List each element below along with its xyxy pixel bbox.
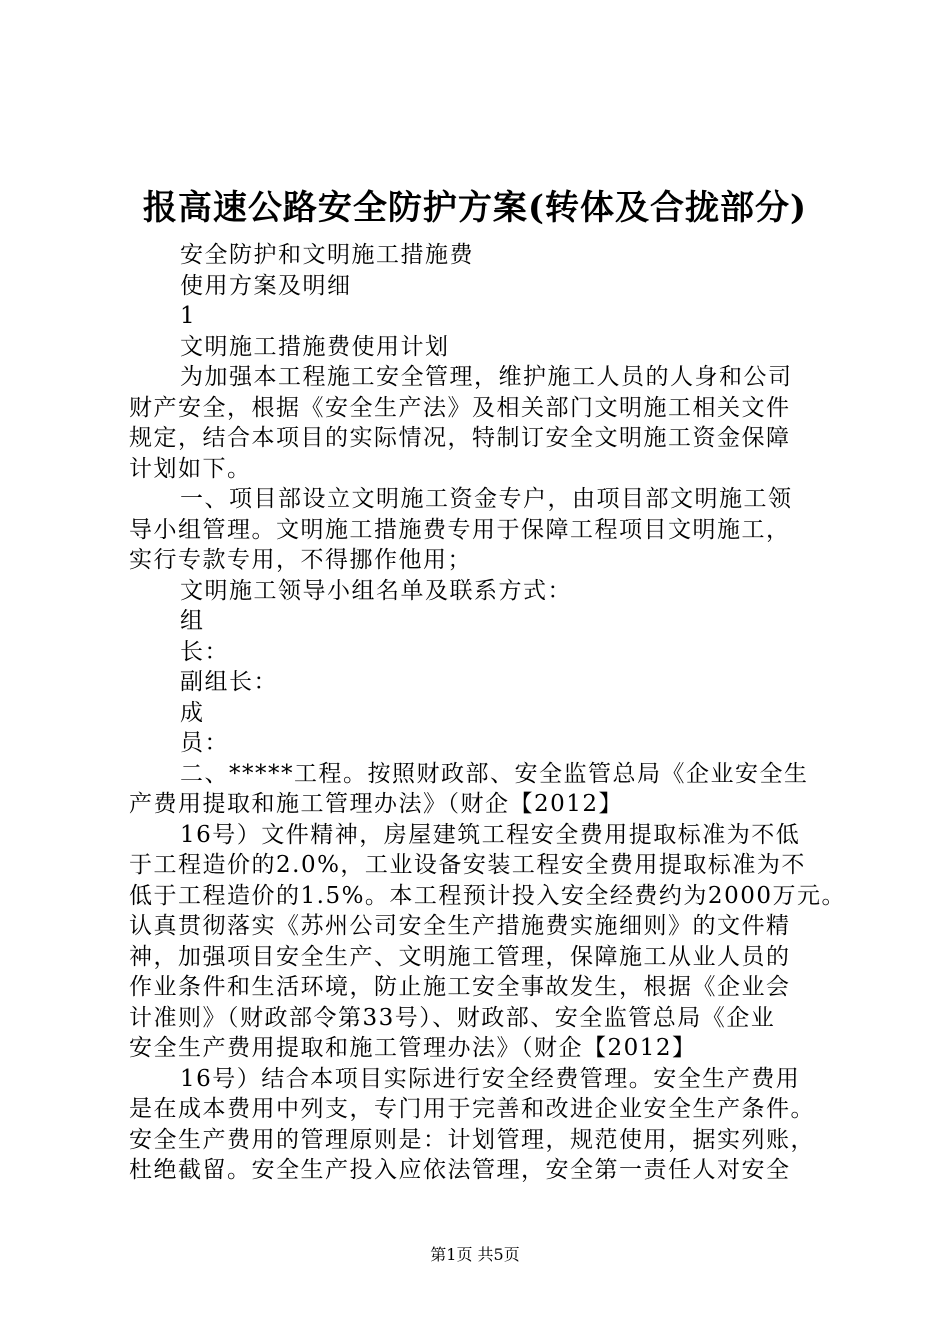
text-line: 一、项目部设立文明施工资金专户，由项目部文明施工领 [180, 486, 793, 512]
text-line: 员： [180, 730, 229, 756]
text-line: 文明施工措施费使用计划 [180, 333, 450, 360]
text-line: 副组长： [180, 669, 278, 695]
text-line: 长： [180, 638, 229, 665]
text-line: 规定，结合本项目的实际情况，特制订安全文明施工资金保障 [129, 425, 791, 451]
text-line: 计划如下。 [129, 455, 252, 482]
text-line: 成 [180, 699, 205, 726]
text-line: 16号）结合本项目实际进行安全经费管理。安全生产费用 [180, 1065, 801, 1092]
text-line: 文明施工领导小组名单及联系方式： [180, 577, 572, 604]
text-line: 使用方案及明细 [180, 272, 352, 299]
document-body [129, 240, 846, 1186]
text-line: 财产安全，根据《安全生产法》及相关部门文明施工相关文件 [129, 394, 791, 421]
document-title: 报高速公路安全防护方案(转体及合拢部分) [142, 188, 808, 228]
text-line: 二、*****工程。按照财政部、安全监管总局《企业安全生 [180, 760, 809, 787]
text-line: 计准则》（财政部令第33号）、财政部、安全监管总局《企业 [129, 1004, 776, 1031]
text-line: 导小组管理。文明施工措施费专用于保障工程项目文明施工， [129, 516, 791, 543]
text-line: 认真贯彻落实《苏州公司安全生产措施费实施细则》的文件精 [129, 913, 791, 939]
text-line: 16号）文件精神，房屋建筑工程安全费用提取标准为不低 [180, 821, 801, 848]
text-line: 于工程造价的2.0%，工业设备安装工程安全费用提取标准为不 [129, 852, 806, 878]
text-line: 实行专款专用，不得挪作他用； [129, 547, 472, 573]
text-line: 是在成本费用中列支，专门用于完善和改进企业安全生产条件。 [129, 1096, 815, 1122]
text-line: 为加强本工程施工安全管理，维护施工人员的人身和公司 [180, 364, 793, 390]
page-footer: 第1页 共5页 [430, 1245, 520, 1264]
text-line: 安全生产费用提取和施工管理办法》（财企【2012】 [129, 1035, 697, 1061]
text-line: 安全防护和文明施工措施费 [180, 242, 474, 268]
text-line: 作业条件和生活环境，防止施工安全事故发生，根据《企业会 [129, 974, 791, 1000]
text-line: 低于工程造价的1.5%。本工程预计投入安全经费约为2000万元。 [129, 882, 846, 909]
text-line: 神，加强项目安全生产、文明施工管理，保障施工从业人员的 [129, 943, 791, 970]
text-line: 产费用提取和施工管理办法》（财企【2012】 [129, 791, 624, 817]
text-line: 杜绝截留。安全生产投入应依法管理，安全第一责任人对安全 [129, 1157, 791, 1183]
text-line: 1 [180, 303, 197, 329]
text-line: 组 [180, 608, 205, 634]
text-line: 安全生产费用的管理原则是：计划管理，规范使用，据实列账， [129, 1126, 815, 1153]
